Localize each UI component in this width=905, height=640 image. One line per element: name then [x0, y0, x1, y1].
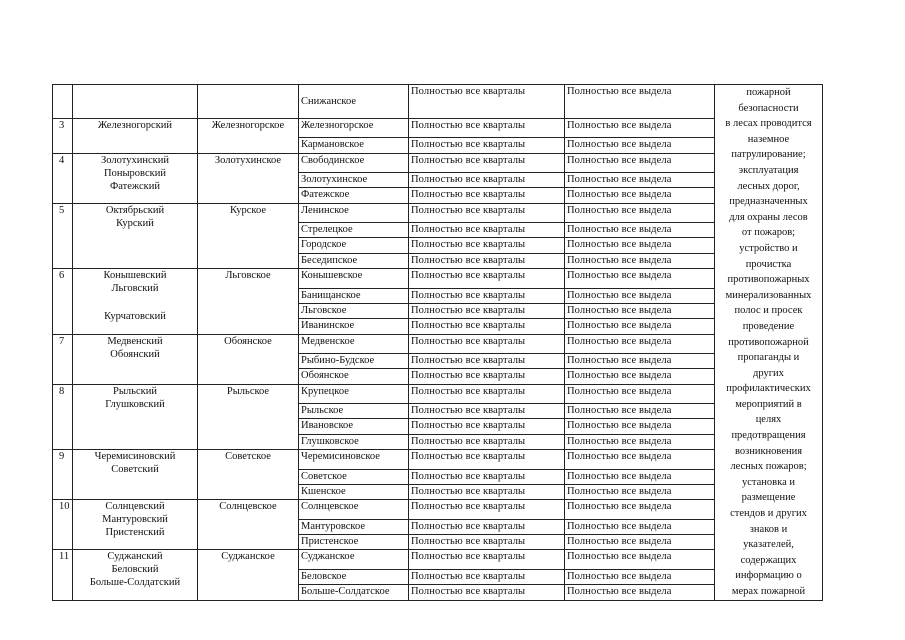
- document-page: [52, 84, 823, 601]
- allotments-cell: Полностью все выдела: [565, 238, 715, 253]
- note-line: установка и: [742, 476, 795, 488]
- allotments-cell: Полностью все выдела: [565, 172, 715, 187]
- district-cell: [73, 203, 198, 268]
- row-number: 8: [53, 384, 73, 449]
- allotments-cell: Полностью все выдела: [565, 253, 715, 268]
- lesnichestvo-cell: Льговское: [299, 303, 409, 318]
- quarters-cell: Полностью все кварталы: [409, 550, 565, 569]
- lesnichestvo-cell: Конышевское: [299, 269, 409, 288]
- note-line: противопожарной: [728, 336, 809, 348]
- district-cell: [73, 85, 198, 119]
- quarters-cell: Полностью все кварталы: [409, 334, 565, 353]
- allotments-cell: Полностью все выдела: [565, 153, 715, 172]
- allotments-cell: Полностью все выдела: [565, 434, 715, 449]
- lesnichestvo-cell: Мантуровское: [299, 519, 409, 534]
- quarters-cell: Полностью все кварталы: [409, 384, 565, 403]
- quarters-cell: Полностью все кварталы: [409, 269, 565, 288]
- quarters-cell: Полностью все кварталы: [409, 519, 565, 534]
- allotments-cell: Полностью все выдела: [565, 550, 715, 569]
- note-line: размещение: [741, 492, 796, 504]
- district-name: Солнцевский: [105, 501, 165, 513]
- district-name: Глушковский: [105, 398, 165, 410]
- lesnichestvo-cell: Кармановское: [299, 138, 409, 153]
- quarters-cell: Полностью все кварталы: [409, 404, 565, 419]
- district-cell: [73, 500, 198, 550]
- table-row: [53, 384, 823, 403]
- note-line: предотвращения: [731, 430, 806, 442]
- note-line: мероприятий в: [735, 398, 802, 410]
- quarters-cell: Полностью все кварталы: [409, 369, 565, 384]
- table-row: [53, 334, 823, 353]
- lesnichestvo-cell: Пристенское: [299, 535, 409, 550]
- quarters-cell: Полностью все кварталы: [409, 469, 565, 484]
- district-cell: [73, 450, 198, 500]
- forestry-cell: Суджанское: [198, 550, 299, 600]
- lesnichestvo-cell: Снижанское: [299, 85, 409, 119]
- allotments-cell: Полностью все выдела: [565, 119, 715, 138]
- note-line: проведение: [742, 320, 795, 332]
- lesnichestvo-cell: Фатежское: [299, 188, 409, 203]
- note-line: противопожарных: [727, 274, 810, 286]
- note-line: пропаганды и: [737, 352, 800, 364]
- district-name: Рыльский: [113, 385, 157, 397]
- district-name: Курчатовский: [104, 311, 166, 323]
- quarters-cell: Полностью все кварталы: [409, 172, 565, 187]
- table-row: [53, 153, 823, 172]
- district-name: Конышевский: [103, 270, 167, 282]
- quarters-cell: Полностью все кварталы: [409, 138, 565, 153]
- forestry-cell: Советское: [198, 450, 299, 500]
- forestry-cell: Льговское: [198, 269, 299, 334]
- allotments-cell: Полностью все выдела: [565, 223, 715, 238]
- note-line: стендов и других: [730, 508, 807, 520]
- lesnichestvo-cell: Больше-Солдатское: [299, 585, 409, 600]
- district-name: Курский: [116, 217, 154, 229]
- quarters-cell: Полностью все кварталы: [409, 585, 565, 600]
- table-row: [53, 500, 823, 519]
- allotments-cell: Полностью все выдела: [565, 269, 715, 288]
- quarters-cell: Полностью все кварталы: [409, 303, 565, 318]
- allotments-cell: Полностью все выдела: [565, 585, 715, 600]
- district-cell: [73, 334, 198, 384]
- district-cell: [73, 269, 198, 334]
- allotments-cell: Полностью все выдела: [565, 384, 715, 403]
- lesnichestvo-cell: Стрелецкое: [299, 223, 409, 238]
- forestry-cell: Золотухинское: [198, 153, 299, 203]
- lesnichestvo-cell: Городское: [299, 238, 409, 253]
- allotments-cell: Полностью все выдела: [565, 138, 715, 153]
- allotments-cell: Полностью все выдела: [565, 519, 715, 534]
- lesnichestvo-cell: Советское: [299, 469, 409, 484]
- lesnichestvo-cell: Глушковское: [299, 434, 409, 449]
- district-name: Льговский: [111, 283, 159, 295]
- table-row: [53, 550, 823, 569]
- allotments-cell: Полностью все выдела: [565, 569, 715, 584]
- note-line: лесных пожаров;: [730, 461, 807, 473]
- note-line: эксплуатация: [738, 164, 799, 176]
- table-row: [53, 119, 823, 138]
- table-row: [53, 269, 823, 288]
- allotments-cell: Полностью все выдела: [565, 188, 715, 203]
- quarters-cell: Полностью все кварталы: [409, 85, 565, 119]
- allotments-cell: Полностью все выдела: [565, 369, 715, 384]
- lesnichestvo-cell: Золотухинское: [299, 172, 409, 187]
- lesnichestvo-cell: Рыбино-Будское: [299, 354, 409, 369]
- quarters-cell: Полностью все кварталы: [409, 188, 565, 203]
- note-line: устройство и: [739, 242, 798, 254]
- lesnichestvo-cell: Ленинское: [299, 203, 409, 222]
- district-name: Мантуровский: [102, 514, 168, 526]
- quarters-cell: Полностью все кварталы: [409, 203, 565, 222]
- allotments-cell: Полностью все выдела: [565, 450, 715, 469]
- lesnichestvo-cell: Кшенское: [299, 484, 409, 499]
- district-cell: [73, 153, 198, 203]
- lesnichestvo-cell: Иванинское: [299, 319, 409, 334]
- forestry-cell: Железногорское: [198, 119, 299, 154]
- allotments-cell: Полностью все выдела: [565, 288, 715, 303]
- lesnichestvo-cell: Беловское: [299, 569, 409, 584]
- row-number: 3: [53, 119, 73, 154]
- quarters-cell: Полностью все кварталы: [409, 434, 565, 449]
- lesnichestvo-cell: Обоянское: [299, 369, 409, 384]
- note-line: от пожаров;: [741, 227, 796, 239]
- lesnichestvo-cell: Рыльское: [299, 404, 409, 419]
- quarters-cell: Полностью все кварталы: [409, 253, 565, 268]
- district-name: Поныровский: [104, 167, 166, 179]
- note-line: предназначенных: [729, 196, 808, 208]
- forestry-cell: Рыльское: [198, 384, 299, 449]
- quarters-cell: Полностью все кварталы: [409, 119, 565, 138]
- forestry-cell: Курское: [198, 203, 299, 268]
- district-cell: [73, 384, 198, 449]
- district-name: Железногорский: [97, 120, 173, 131]
- allotments-cell: Полностью все выдела: [565, 535, 715, 550]
- note-line: целях: [755, 414, 782, 426]
- note-line: знаков и: [749, 523, 788, 535]
- note-line: прочистка: [745, 258, 792, 270]
- district-name: Советский: [111, 464, 159, 476]
- note-line: пожарной: [746, 87, 791, 98]
- district-name: Больше-Солдатский: [89, 577, 181, 589]
- row-number: 4: [53, 153, 73, 203]
- forestry-cell: [198, 85, 299, 119]
- lesnichestvo-cell: Солнцевское: [299, 500, 409, 519]
- lesnichestvo-cell: Банищанское: [299, 288, 409, 303]
- quarters-cell: Полностью все кварталы: [409, 223, 565, 238]
- district-name: Беловский: [111, 564, 159, 576]
- district-name: Суджанский: [107, 551, 163, 563]
- allotments-cell: Полностью все выдела: [565, 319, 715, 334]
- quarters-cell: Полностью все кварталы: [409, 354, 565, 369]
- table-row: [53, 450, 823, 469]
- lesnichestvo-cell: Ивановское: [299, 419, 409, 434]
- note-line: информацию о: [735, 570, 802, 582]
- row-number: 6: [53, 269, 73, 334]
- district-name: Медвенский: [107, 335, 163, 347]
- district-name: Черемисиновский: [94, 451, 176, 463]
- district-cell: [73, 119, 198, 154]
- note-line: безопасности: [738, 102, 799, 114]
- lesnichestvo-cell: Черемисиновское: [299, 450, 409, 469]
- note-line: других: [753, 367, 784, 379]
- row-number: 11: [53, 550, 73, 600]
- lesnichestvo-cell: Свободинское: [299, 153, 409, 172]
- lesnichestvo-cell: Медвенское: [299, 334, 409, 353]
- allotments-cell: Полностью все выдела: [565, 419, 715, 434]
- note-line: в лесах проводится: [725, 118, 812, 130]
- forestry-cell: Обоянское: [198, 334, 299, 384]
- quarters-cell: Полностью все кварталы: [409, 484, 565, 499]
- note-line: полос и просек: [734, 305, 803, 317]
- quarters-cell: Полностью все кварталы: [409, 500, 565, 519]
- note-line: минерализованных: [725, 289, 812, 301]
- allotments-cell: Полностью все выдела: [565, 484, 715, 499]
- note-line: патрулирование;: [731, 149, 806, 161]
- allotments-cell: Полностью все выдела: [565, 469, 715, 484]
- allotments-cell: Полностью все выдела: [565, 500, 715, 519]
- district-name: Обоянский: [110, 348, 160, 360]
- allotments-cell: Полностью все выдела: [565, 203, 715, 222]
- lesnichestvo-cell: Крупецкое: [299, 384, 409, 403]
- note-line: мерах пожарной: [731, 586, 806, 597]
- row-number: 9: [53, 450, 73, 500]
- note-line: лесных дорог,: [737, 180, 800, 192]
- district-name: Октябрьский: [105, 204, 165, 216]
- allotments-cell: Полностью все выдела: [565, 354, 715, 369]
- forestry-table: [52, 84, 823, 601]
- note-line: для охраны лесов: [729, 211, 808, 223]
- allotments-cell: Полностью все выдела: [565, 303, 715, 318]
- quarters-cell: Полностью все кварталы: [409, 535, 565, 550]
- forestry-cell: Солнцевское: [198, 500, 299, 550]
- lesnichestvo-cell: Суджанское: [299, 550, 409, 569]
- district-name: Золотухинский: [101, 154, 169, 166]
- measures-note-cell: [715, 85, 823, 601]
- table-row: [53, 85, 823, 119]
- row-number: 10: [53, 500, 73, 550]
- district-cell: [73, 550, 198, 600]
- quarters-cell: Полностью все кварталы: [409, 153, 565, 172]
- row-number: 7: [53, 334, 73, 384]
- lesnichestvo-cell: Железногорское: [299, 119, 409, 138]
- allotments-cell: Полностью все выдела: [565, 404, 715, 419]
- note-line: профилактических: [726, 383, 811, 395]
- quarters-cell: Полностью все кварталы: [409, 238, 565, 253]
- table-body: [53, 85, 823, 601]
- quarters-cell: Полностью все кварталы: [409, 419, 565, 434]
- allotments-cell: Полностью все выдела: [565, 334, 715, 353]
- district-name: Фатежский: [110, 180, 160, 192]
- quarters-cell: Полностью все кварталы: [409, 450, 565, 469]
- note-line: указателей,: [743, 539, 794, 551]
- table-row: [53, 203, 823, 222]
- quarters-cell: Полностью все кварталы: [409, 288, 565, 303]
- quarters-cell: Полностью все кварталы: [409, 569, 565, 584]
- quarters-cell: Полностью все кварталы: [409, 319, 565, 334]
- note-line: возникновения: [734, 445, 803, 457]
- row-number: [53, 85, 73, 119]
- district-name: Пристенский: [105, 527, 165, 539]
- lesnichestvo-cell: Беседипское: [299, 253, 409, 268]
- note-line: содержащих: [740, 554, 797, 566]
- note-line: наземное: [747, 133, 790, 145]
- allotments-cell: Полностью все выдела: [565, 85, 715, 119]
- row-number: 5: [53, 203, 73, 268]
